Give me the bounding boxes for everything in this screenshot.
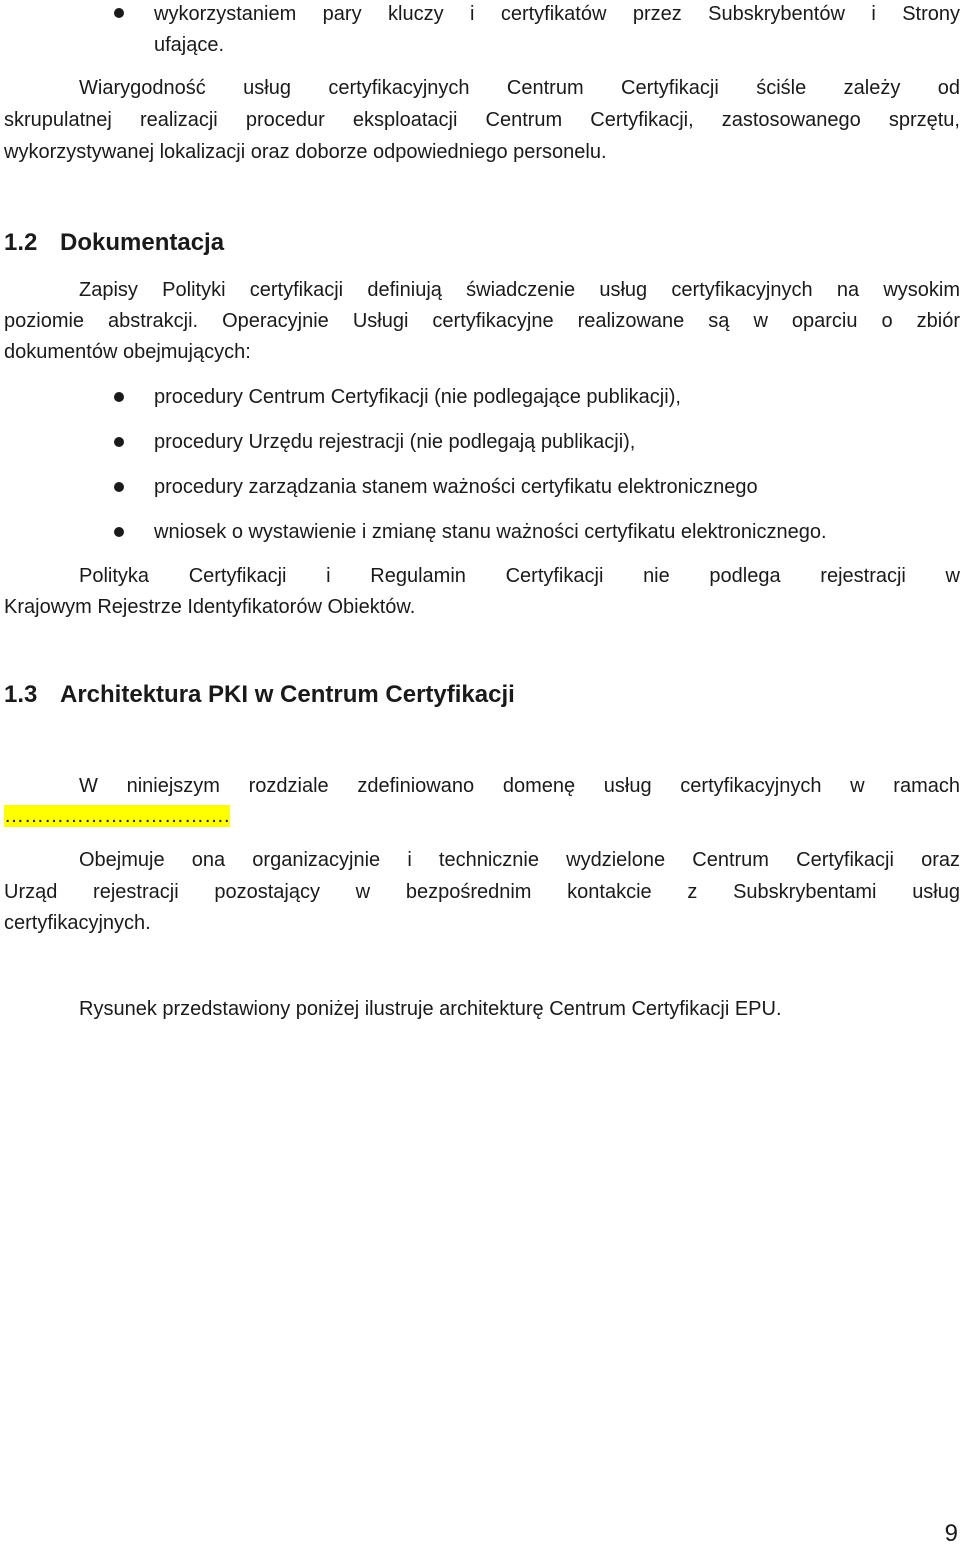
paragraph-line: W niniejszym rozdziale zdefiniowano domenę usług certyfikacyjnych w ramach (79, 775, 960, 797)
bullet-dot (114, 527, 124, 537)
bullet-dot (114, 8, 124, 18)
placeholder-line (4, 804, 230, 828)
section-heading-1-2 (4, 228, 224, 258)
list-item: procedury zarządzania stanem ważności certyfikatu elektronicznego (154, 476, 758, 498)
bullet-item-line: wykorzystaniem pary kluczy i certyfikatów przez Subskrybentów i Strony (154, 3, 960, 25)
bullet-item-line: ufające. (154, 34, 225, 56)
section-title: Dokumentacja (60, 229, 225, 256)
paragraph-line: poziomie abstrakcji. Operacyjnie Usługi certyfikacyjne realizowane są w oparciu o zbiór (4, 310, 960, 332)
list-item: procedury Urzędu rejestracji (nie podlegają publikacji), (154, 431, 636, 453)
list-item: wniosek o wystawienie i zmianę stanu ważności certyfikatu elektronicznego. (154, 521, 827, 543)
paragraph-line: Zapisy Polityki certyfikacji definiują świadczenie usług certyfikacyjnych na wysokim (79, 279, 960, 301)
paragraph-line: dokumentów obejmujących: (4, 341, 251, 363)
paragraph-line: wykorzystywanej lokalizacji oraz doborze odpowiedniego personelu. (4, 141, 607, 163)
paragraph-line: certyfikacyjnych. (4, 912, 151, 934)
paragraph-line: Obejmuje ona organizacyjnie i technicznie wydzielone Centrum Certyfikacji oraz (79, 849, 960, 871)
section-number: 1.2 (4, 229, 38, 256)
paragraph-line: Krajowym Rejestrze Identyfikatorów Obiektów. (4, 596, 416, 618)
paragraph-line: Polityka Certyfikacji i Regulamin Certyfikacji nie podlega rejestracji w (79, 565, 960, 587)
section-number: 1.3 (4, 681, 38, 708)
list-item: procedury Centrum Certyfikacji (nie podlegające publikacji), (154, 386, 681, 408)
section-title: Architektura PKI w Centrum Certyfikacji (60, 681, 515, 708)
page-number: 9 (944, 1520, 958, 1547)
paragraph-line: Wiarygodność usług certyfikacyjnych Centrum Certyfikacji ściśle zależy od (79, 77, 960, 99)
paragraph-line: Rysunek przedstawiony poniżej ilustruje architekturę Centrum Certyfikacji EPU. (79, 998, 782, 1020)
bullet-dot (114, 437, 124, 447)
paragraph-line: Urząd rejestracji pozostający w bezpośrednim kontakcie z Subskrybentami usług (4, 881, 960, 903)
bullet-dot (114, 482, 124, 492)
highlighted-placeholder: ……………………………. (4, 805, 230, 827)
paragraph-line: skrupulatnej realizacji procedur eksploatacji Centrum Certyfikacji, zastosowanego sprzętu, (4, 109, 960, 131)
bullet-dot (114, 392, 124, 402)
section-heading-1-3 (4, 680, 515, 710)
